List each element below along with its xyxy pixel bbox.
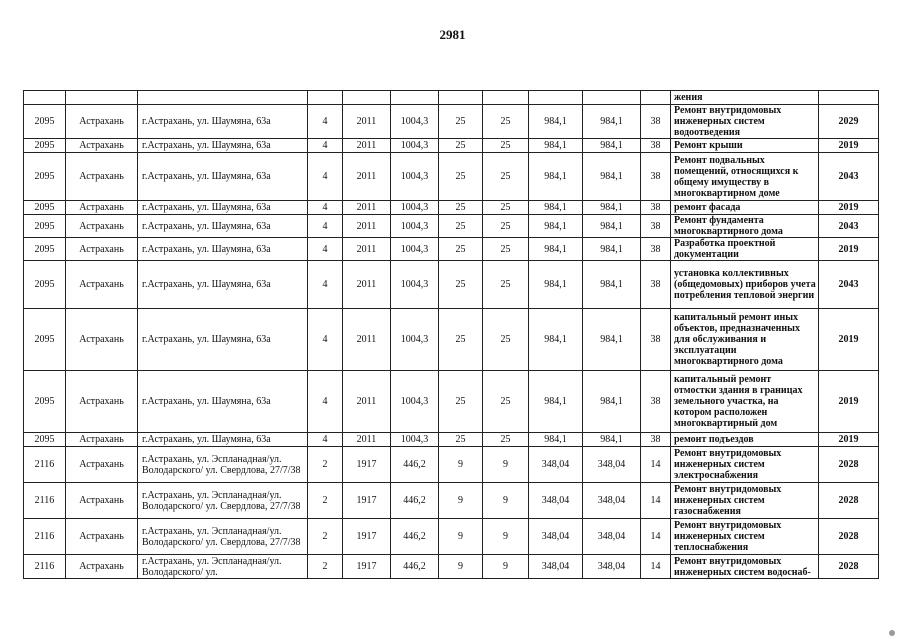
work-type-cell: Ремонт подвальных помещений, относящихся к общему имуществу в многоквартирном доме <box>671 153 819 201</box>
scan-mark <box>889 630 895 636</box>
cell-house-id: 2095 <box>24 433 66 447</box>
cell-count-2: 25 <box>483 238 529 261</box>
cell-area-2: 984,1 <box>583 153 641 201</box>
work-type-cell: Ремонт внутридомовых инженерных систем электроснабжения <box>671 447 819 483</box>
cell-address: г.Астрахань, ул. Шаумяна, 63а <box>138 261 308 309</box>
cell-year-built: 2011 <box>343 261 391 309</box>
table-row <box>24 139 879 153</box>
cell-year-built: 1917 <box>343 555 391 579</box>
cell-count-2: 25 <box>483 371 529 433</box>
work-type-cell: капитальный ремонт иных объектов, предназначенных для обслуживания и эксплуатации многоквартирного дома <box>671 309 819 371</box>
cell-count-1: 25 <box>439 309 483 371</box>
cell-area-total: 1004,3 <box>391 238 439 261</box>
cell-empty <box>138 91 308 105</box>
cell-floors: 4 <box>308 433 343 447</box>
cell-area-1: 984,1 <box>529 201 583 215</box>
cell-count-1: 25 <box>439 215 483 238</box>
cell-area-1: 984,1 <box>529 261 583 309</box>
cell-address: г.Астрахань, ул. Шаумяна, 63а <box>138 201 308 215</box>
cell-area-1: 348,04 <box>529 519 583 555</box>
cell-area-2: 984,1 <box>583 215 641 238</box>
capital-repair-table <box>23 90 879 579</box>
cell-count-2: 25 <box>483 153 529 201</box>
cell-area-total: 1004,3 <box>391 201 439 215</box>
cell-planned-year: 2028 <box>819 555 879 579</box>
work-type-cell: ремонт фасада <box>671 201 819 215</box>
table-row <box>24 555 879 579</box>
cell-count-1: 9 <box>439 447 483 483</box>
cell-area-2: 348,04 <box>583 483 641 519</box>
cell-city: Астрахань <box>66 433 138 447</box>
cell-empty <box>308 91 343 105</box>
cell-house-id: 2116 <box>24 519 66 555</box>
cell-planned-year: 2029 <box>819 105 879 139</box>
cell-count-1: 9 <box>439 555 483 579</box>
cell-address: г.Астрахань, ул. Шаумяна, 63а <box>138 215 308 238</box>
cell-floors: 4 <box>308 201 343 215</box>
cell-address: г.Астрахань, ул. Шаумяна, 63а <box>138 153 308 201</box>
cell-count-1: 25 <box>439 238 483 261</box>
cell-area-2: 348,04 <box>583 555 641 579</box>
cell-house-id: 2116 <box>24 447 66 483</box>
cell-floors: 4 <box>308 371 343 433</box>
cell-residents: 38 <box>641 105 671 139</box>
table-row <box>24 519 879 555</box>
cell-area-total: 446,2 <box>391 519 439 555</box>
cell-house-id: 2116 <box>24 555 66 579</box>
table-row <box>24 309 879 371</box>
cell-count-2: 9 <box>483 447 529 483</box>
cell-empty <box>24 91 66 105</box>
cell-count-1: 25 <box>439 371 483 433</box>
cell-city: Астрахань <box>66 555 138 579</box>
cell-residents: 38 <box>641 433 671 447</box>
work-type-cell: Ремонт внутридомовых инженерных систем водоснаб- <box>671 555 819 579</box>
table-row <box>24 433 879 447</box>
cell-planned-year: 2028 <box>819 447 879 483</box>
cell-residents: 38 <box>641 261 671 309</box>
cell-area-1: 984,1 <box>529 139 583 153</box>
work-type-cell: Ремонт внутридомовых инженерных систем газоснабжения <box>671 483 819 519</box>
cell-residents: 38 <box>641 215 671 238</box>
cell-planned-year: 2043 <box>819 215 879 238</box>
cell-house-id: 2095 <box>24 201 66 215</box>
cell-area-total: 446,2 <box>391 483 439 519</box>
table-row <box>24 105 879 139</box>
cell-count-2: 25 <box>483 139 529 153</box>
cell-floors: 4 <box>308 153 343 201</box>
table-row <box>24 153 879 201</box>
cell-planned-year: 2019 <box>819 139 879 153</box>
cell-year-built: 1917 <box>343 483 391 519</box>
table-row <box>24 238 879 261</box>
work-type-cell: Ремонт внутридомовых инженерных систем водоотведения <box>671 105 819 139</box>
cell-empty <box>343 91 391 105</box>
cell-area-total: 1004,3 <box>391 433 439 447</box>
cell-residents: 38 <box>641 371 671 433</box>
cell-year-built: 2011 <box>343 201 391 215</box>
cell-area-1: 984,1 <box>529 153 583 201</box>
cell-floors: 4 <box>308 238 343 261</box>
cell-empty <box>529 91 583 105</box>
cell-count-1: 25 <box>439 139 483 153</box>
cell-address: г.Астрахань, ул. Шаумяна, 63а <box>138 433 308 447</box>
cell-residents: 38 <box>641 201 671 215</box>
cell-area-2: 984,1 <box>583 238 641 261</box>
cell-floors: 4 <box>308 309 343 371</box>
cell-count-2: 9 <box>483 519 529 555</box>
cell-house-id: 2095 <box>24 261 66 309</box>
cell-house-id: 2095 <box>24 215 66 238</box>
cell-area-1: 984,1 <box>529 433 583 447</box>
cell-city: Астрахань <box>66 201 138 215</box>
cell-count-2: 25 <box>483 215 529 238</box>
cell-address: г.Астрахань, ул. Эспланадная/ул. Володарского/ ул. Свердлова, 27/7/38 <box>138 519 308 555</box>
cell-area-1: 348,04 <box>529 483 583 519</box>
work-type-cell: Ремонт крыши <box>671 139 819 153</box>
cell-count-1: 25 <box>439 261 483 309</box>
table-row <box>24 371 879 433</box>
cell-planned-year: 2019 <box>819 309 879 371</box>
cell-residents: 38 <box>641 153 671 201</box>
cell-city: Астрахань <box>66 447 138 483</box>
table-row <box>24 215 879 238</box>
cell-empty <box>391 91 439 105</box>
cell-area-total: 446,2 <box>391 447 439 483</box>
cell-address: г.Астрахань, ул. Шаумяна, 63а <box>138 371 308 433</box>
cell-planned-year: 2028 <box>819 483 879 519</box>
cell-count-2: 25 <box>483 201 529 215</box>
cell-area-1: 984,1 <box>529 105 583 139</box>
cell-area-total: 1004,3 <box>391 153 439 201</box>
cell-area-total: 1004,3 <box>391 215 439 238</box>
cell-area-1: 348,04 <box>529 447 583 483</box>
cell-area-1: 984,1 <box>529 371 583 433</box>
cell-year-built: 2011 <box>343 105 391 139</box>
cell-count-1: 25 <box>439 105 483 139</box>
cell-count-2: 25 <box>483 433 529 447</box>
cell-planned-year: 2019 <box>819 201 879 215</box>
cell-floors: 4 <box>308 139 343 153</box>
cell-planned-year: 2019 <box>819 371 879 433</box>
table-body <box>24 91 879 579</box>
cell-address: г.Астрахань, ул. Эспланадная/ул. Володарского/ ул. Свердлова, 27/7/38 <box>138 483 308 519</box>
cell-area-1: 348,04 <box>529 555 583 579</box>
cell-count-2: 9 <box>483 555 529 579</box>
cell-planned-year: 2019 <box>819 433 879 447</box>
cell-residents: 14 <box>641 519 671 555</box>
cell-residents: 14 <box>641 555 671 579</box>
cell-floors: 2 <box>308 447 343 483</box>
cell-house-id: 2116 <box>24 483 66 519</box>
cell-year-built: 1917 <box>343 447 391 483</box>
cell-floors: 4 <box>308 105 343 139</box>
cell-area-total: 1004,3 <box>391 261 439 309</box>
cell-house-id: 2095 <box>24 153 66 201</box>
cell-empty <box>641 91 671 105</box>
cell-city: Астрахань <box>66 483 138 519</box>
cell-empty <box>583 91 641 105</box>
cell-count-1: 25 <box>439 433 483 447</box>
table-row <box>24 261 879 309</box>
table-row <box>24 201 879 215</box>
cell-year-built: 1917 <box>343 519 391 555</box>
cell-planned-year: 2019 <box>819 238 879 261</box>
cell-area-2: 984,1 <box>583 371 641 433</box>
cell-area-total: 1004,3 <box>391 139 439 153</box>
cell-empty <box>66 91 138 105</box>
cell-address: г.Астрахань, ул. Эспланадная/ул. Володарского/ ул. <box>138 555 308 579</box>
cell-city: Астрахань <box>66 215 138 238</box>
cell-planned-year: 2043 <box>819 261 879 309</box>
cell-year-built: 2011 <box>343 153 391 201</box>
cell-house-id: 2095 <box>24 309 66 371</box>
cell-city: Астрахань <box>66 238 138 261</box>
cell-floors: 2 <box>308 555 343 579</box>
cell-count-2: 25 <box>483 309 529 371</box>
cell-residents: 38 <box>641 139 671 153</box>
cell-area-1: 984,1 <box>529 238 583 261</box>
cell-address: г.Астрахань, ул. Шаумяна, 63а <box>138 105 308 139</box>
cell-city: Астрахань <box>66 105 138 139</box>
work-type-cell: Ремонт внутридомовых инженерных систем теплоснабжения <box>671 519 819 555</box>
cell-residents: 38 <box>641 309 671 371</box>
cell-area-2: 984,1 <box>583 261 641 309</box>
cell-house-id: 2095 <box>24 139 66 153</box>
cell-count-2: 25 <box>483 105 529 139</box>
cell-area-1: 984,1 <box>529 309 583 371</box>
cell-city: Астрахань <box>66 153 138 201</box>
cell-empty <box>439 91 483 105</box>
cell-city: Астрахань <box>66 371 138 433</box>
cell-house-id: 2095 <box>24 371 66 433</box>
cell-area-2: 984,1 <box>583 433 641 447</box>
cell-floors: 2 <box>308 483 343 519</box>
cell-empty <box>483 91 529 105</box>
work-type-cell: Разработка проектной документации <box>671 238 819 261</box>
cell-count-1: 9 <box>439 483 483 519</box>
cell-area-2: 984,1 <box>583 309 641 371</box>
cell-year-built: 2011 <box>343 433 391 447</box>
cell-area-total: 1004,3 <box>391 371 439 433</box>
cell-area-2: 348,04 <box>583 519 641 555</box>
cell-planned-year: 2028 <box>819 519 879 555</box>
cell-year-built: 2011 <box>343 309 391 371</box>
cell-area-2: 984,1 <box>583 201 641 215</box>
cell-area-2: 984,1 <box>583 105 641 139</box>
cell-city: Астрахань <box>66 139 138 153</box>
cell-floors: 4 <box>308 215 343 238</box>
cell-address: г.Астрахань, ул. Шаумяна, 63а <box>138 309 308 371</box>
cell-address: г.Астрахань, ул. Эспланадная/ул. Володарского/ ул. Свердлова, 27/7/38 <box>138 447 308 483</box>
cell-area-total: 446,2 <box>391 555 439 579</box>
cell-planned-year: 2043 <box>819 153 879 201</box>
work-type-cell: установка коллективных (общедомовых) приборов учета потребления тепловой энергии <box>671 261 819 309</box>
cell-count-1: 25 <box>439 153 483 201</box>
cell-area-1: 984,1 <box>529 215 583 238</box>
cell-count-1: 9 <box>439 519 483 555</box>
cell-address: г.Астрахань, ул. Шаумяна, 63а <box>138 238 308 261</box>
cell-year-built: 2011 <box>343 371 391 433</box>
cell-year-built: 2011 <box>343 238 391 261</box>
cell-residents: 38 <box>641 238 671 261</box>
work-type-cell: Ремонт фундамента многоквартирного дома <box>671 215 819 238</box>
cell-year-built: 2011 <box>343 215 391 238</box>
cell-house-id: 2095 <box>24 105 66 139</box>
work-type-cell: капитальный ремонт отмостки здания в границах земельного участка, на котором расположен многоквартирный дом <box>671 371 819 433</box>
cell-area-2: 348,04 <box>583 447 641 483</box>
cell-count-2: 9 <box>483 483 529 519</box>
page-number: 2981 <box>439 27 466 42</box>
cell-count-2: 25 <box>483 261 529 309</box>
cell-area-2: 984,1 <box>583 139 641 153</box>
cell-count-1: 25 <box>439 201 483 215</box>
table-row <box>24 447 879 483</box>
work-type-cell: жения <box>671 91 819 105</box>
cell-residents: 14 <box>641 483 671 519</box>
cell-floors: 4 <box>308 261 343 309</box>
cell-city: Астрахань <box>66 261 138 309</box>
table-row <box>24 483 879 519</box>
cell-city: Астрахань <box>66 519 138 555</box>
cell-address: г.Астрахань, ул. Шаумяна, 63а <box>138 139 308 153</box>
cell-floors: 2 <box>308 519 343 555</box>
cell-year-built: 2011 <box>343 139 391 153</box>
work-type-cell: ремонт подъездов <box>671 433 819 447</box>
table-row-fragment <box>24 91 879 105</box>
cell-residents: 14 <box>641 447 671 483</box>
cell-empty <box>819 91 879 105</box>
cell-area-total: 1004,3 <box>391 309 439 371</box>
cell-house-id: 2095 <box>24 238 66 261</box>
cell-city: Астрахань <box>66 309 138 371</box>
cell-area-total: 1004,3 <box>391 105 439 139</box>
